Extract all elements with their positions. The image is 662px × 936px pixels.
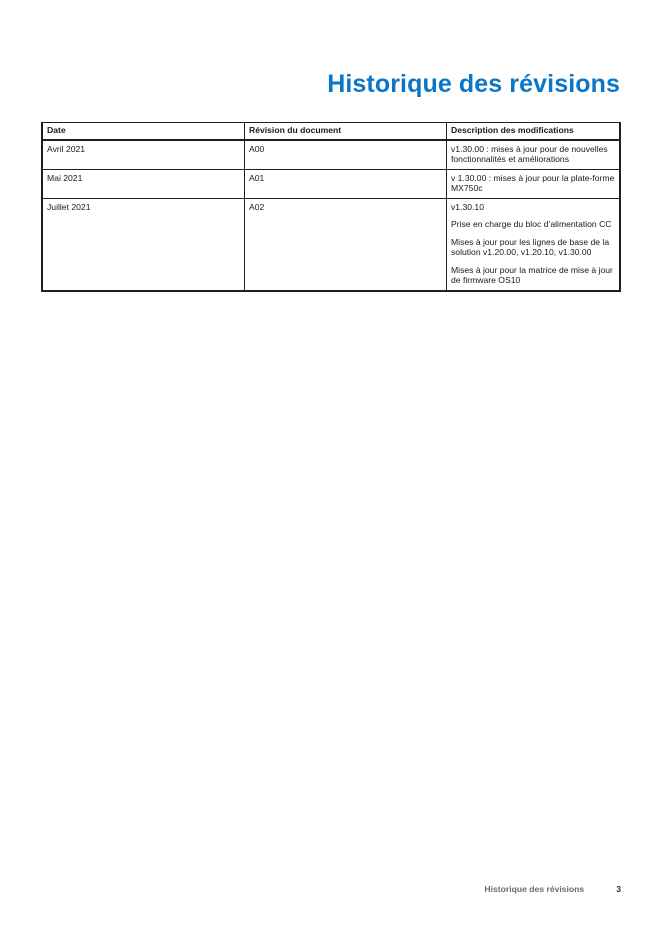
column-header-description: Description des modifications [447, 123, 621, 140]
description-line: Mises à jour pour la matrice de mise à jour de firmware OS10 [451, 264, 613, 285]
revision-history-table [41, 122, 621, 292]
page-footer [484, 884, 621, 894]
cell-revision: A01 [245, 169, 447, 198]
description-line: v1.30.10 [451, 201, 484, 212]
table-row [42, 169, 620, 198]
cell-date: Juillet 2021 [42, 198, 245, 291]
description-line: v 1.30.00 : mises à jour pour la plate-forme MX750c [451, 172, 615, 193]
description-line: Prise en charge du bloc d’alimentation CC [451, 219, 612, 229]
table-header-row [42, 123, 620, 140]
cell-revision: A00 [245, 140, 447, 170]
description-line: v1.30.00 : mises à jour pour de nouvelles fonctionnalités et améliorations [451, 143, 608, 164]
cell-description [447, 198, 621, 291]
column-header-date: Date [42, 123, 245, 140]
description-line: Mises à jour pour les lignes de base de la solution v1.20.00, v1.20.10, v1.30.00 [451, 236, 610, 257]
table-row [42, 140, 620, 170]
cell-description [447, 169, 621, 198]
table-row [42, 198, 620, 291]
page-title: Historique des révisions [327, 70, 620, 98]
cell-date: Avril 2021 [42, 140, 245, 170]
cell-revision: A02 [245, 198, 447, 291]
page-number: 3 [616, 884, 621, 894]
cell-date: Mai 2021 [42, 169, 245, 198]
cell-description [447, 140, 621, 170]
column-header-revision: Révision du document [245, 123, 447, 140]
footer-section-title: Historique des révisions [484, 884, 585, 894]
